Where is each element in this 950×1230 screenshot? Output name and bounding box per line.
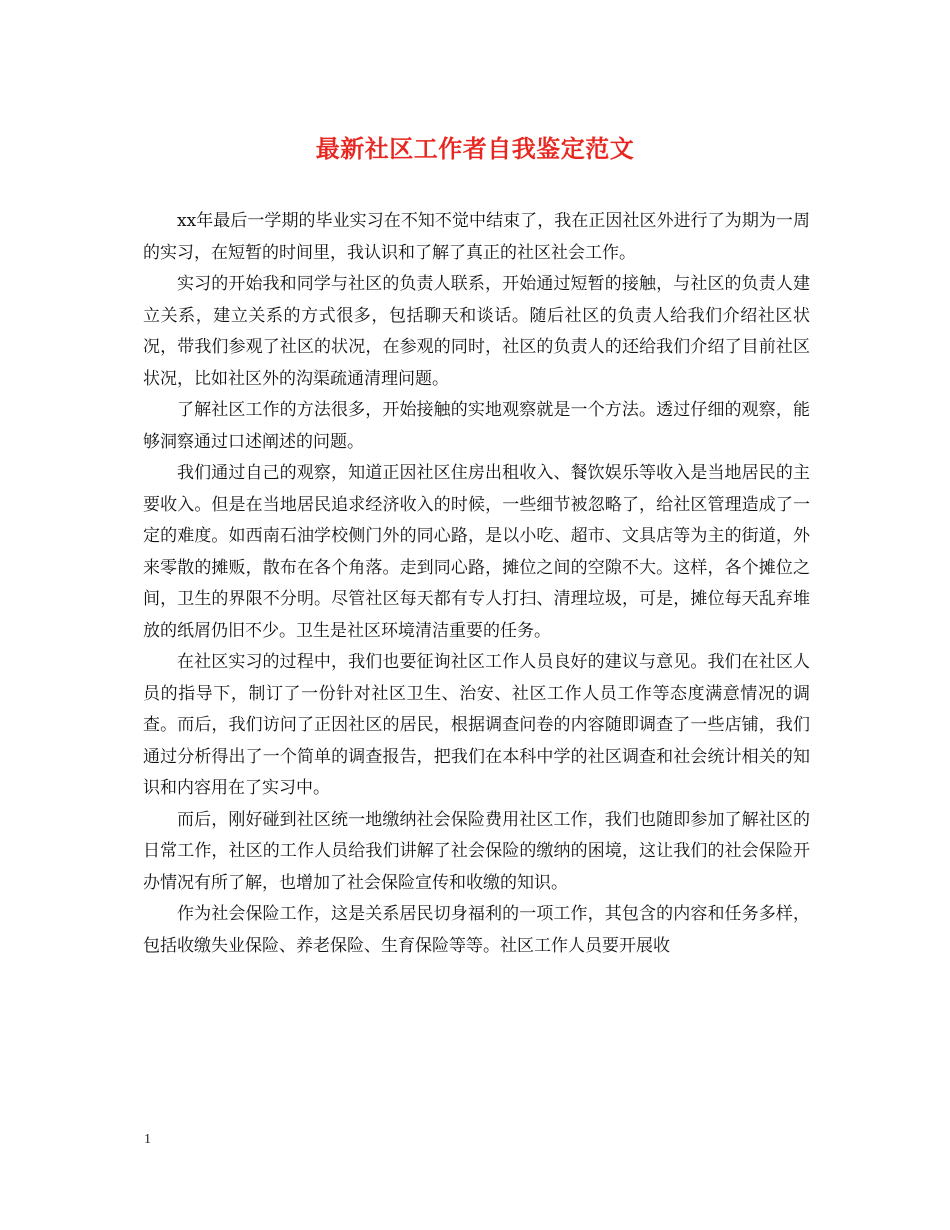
paragraph: 在社区实习的过程中，我们也要征询社区工作人员良好的建议与意见。我们在社区人员的指导下，制订了一份针对社区卫生、治安、社区工作人员工作等态度满意情况的调查。而后，我们访问了正因社区的居民，根据调查问卷的内容随即调查了一些店铺，我们通过分析得出了一个简单的调查报告，把我们在本科中学的社区调查和社会统计相关的知识和内容用在了实习中。 [143,652,810,798]
paragraph: 作为社会保险工作，这是关系居民切身福利的一项工作，其包含的内容和任务多样，包括收缴失业保险、养老保险、生育保险等等。社区工作人员要开展收 [143,904,810,956]
document-body [143,206,810,962]
document-title: 最新社区工作者自我鉴定范文 [315,134,635,163]
paragraph: 而后，刚好碰到社区统一地缴纳社会保险费用社区工作，我们也随即参加了解社区的日常工作，社区的工作人员给我们讲解了社会保险的缴纳的困境，这让我们的社会保险开办情况有所了解，也增加了社会保险宣传和收缴的知识。 [143,809,810,893]
page-number: 1 [144,1132,151,1147]
paragraph: 了解社区工作的方法很多，开始接触的实地观察就是一个方法。透过仔细的观察，能够洞察通过口述阐述的问题。 [143,400,810,452]
paragraph: xx年最后一学期的毕业实习在不知不觉中结束了，我在正因社区外进行了为期为一周的实习，在短暂的时间里，我认识和了解了真正的社区社会工作。 [143,211,810,263]
paragraph: 实习的开始我和同学与社区的负责人联系，开始通过短暂的接触，与社区的负责人建立关系，建立关系的方式很多，包括聊天和谈话。随后社区的负责人给我们介绍社区状况，带我们参观了社区的状况，在参观的同时，社区的负责人的还给我们介绍了目前社区状况，比如社区外的沟渠疏通清理问题。 [143,274,810,389]
paragraph: 我们通过自己的观察，知道正因社区住房出租收入、餐饮娱乐等收入是当地居民的主要收入。但是在当地居民追求经济收入的时候，一些细节被忽略了，给社区管理造成了一定的难度。如西南石油学校侧门外的同心路，是以小吃、超市、文具店等为主的街道，外来零散的摊贩，散布在各个角落。走到同心路，摊位之间的空隙不大。这样，各个摊位之间，卫生的界限不分明。尽管社区每天都有专人打扫、清理垃圾，可是，摊位每天乱弃堆放的纸屑仍旧不少。卫生是社区环境清洁重要的任务。 [143,463,810,641]
